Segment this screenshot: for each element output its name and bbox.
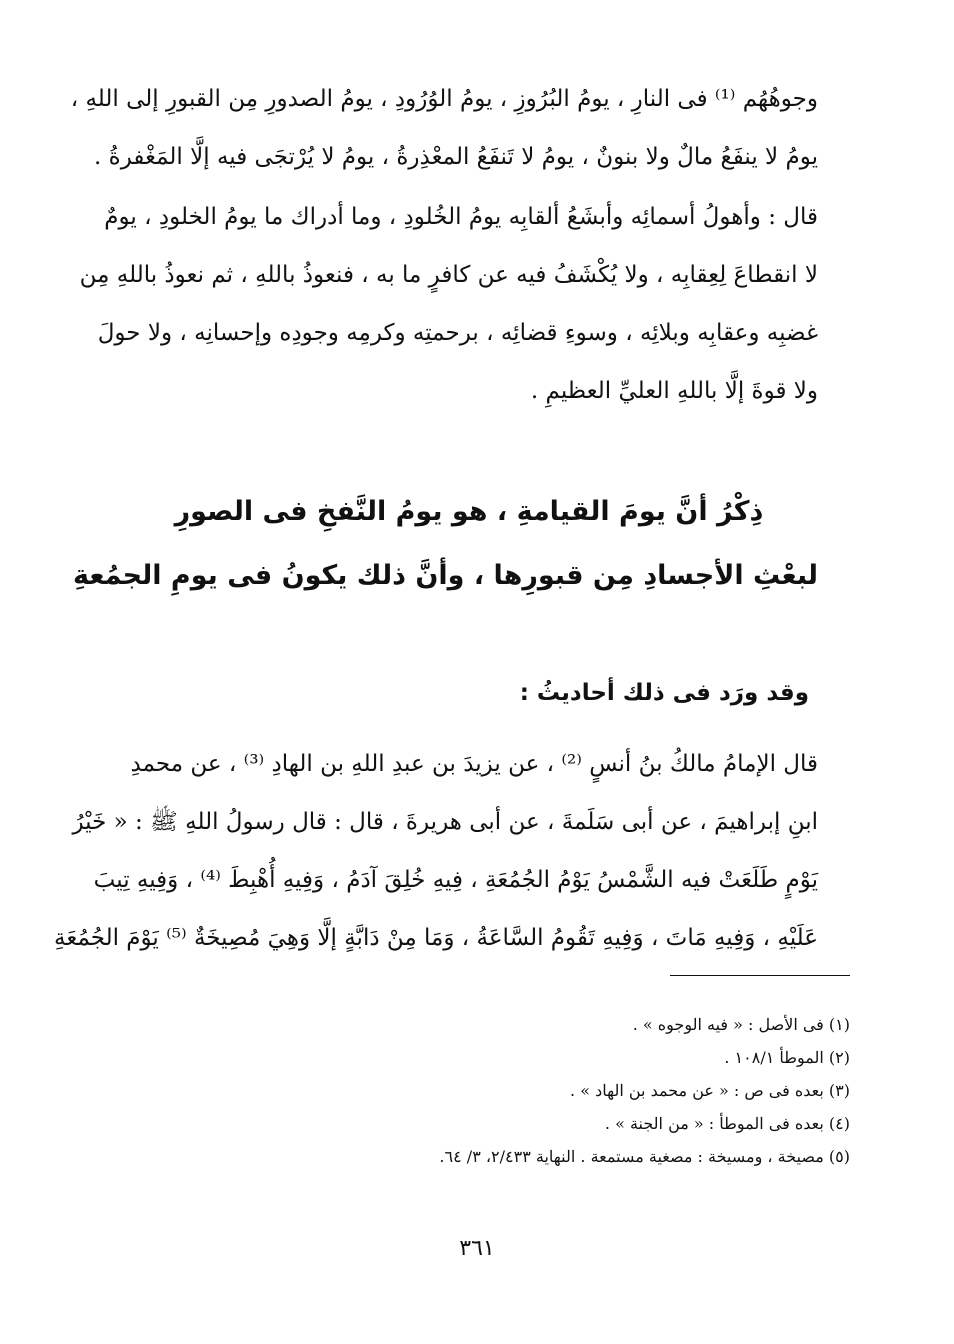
footnote-divider xyxy=(670,975,850,976)
text-line: غضبِه وعقابِه وبلائِه ، وسوءِ قضائِه ، برحمتِه وكرمِه وجودِه وإحسانِه ، ولا حولَ xyxy=(97,320,818,346)
footnotes-list xyxy=(150,1008,850,1173)
page-number: ٣٦١ xyxy=(459,1236,495,1261)
subheading: وقد ورَد فى ذلك أحاديثُ : xyxy=(519,680,809,706)
text-line: ولا قوةَ إلَّا باللهِ العليِّ العظيمِ . xyxy=(530,378,818,404)
paragraph-3 xyxy=(54,735,818,967)
text-line: يومُ لا ينفَعُ مالٌ ولا بنونٌ ، يومُ لا تَنفَعُ المعْذِرةُ ، يومُ لا يُرْتجَى فيه إلَّا المَغْفرةُ . xyxy=(94,144,818,170)
text-line: وجوهُهُم ⁽¹⁾ فى النارِ ، يومُ البُرُوزِ ، يومُ الوُرُودِ ، يومُ الصدورِ مِن القبورِ إلى اللهِ ، xyxy=(70,86,818,112)
footnote: (٥) مصيخة ، ومسيخة : مصغية مستمعة . النهاية ٢/٤٣٣، ٣/ ٦٤. xyxy=(439,1147,850,1166)
text-line: قال الإمامُ مالكُ بنُ أنسٍ ⁽²⁾ ، عن يزيدَ بن عبدِ اللهِ بن الهادِ ⁽³⁾ ، عن محمدِ xyxy=(130,751,818,777)
text-line: ابنِ إبراهيمَ ، عن أبى سَلَمةَ ، عن أبى هريرةَ ، قال : قال رسولُ اللهِ ﷺ : « خَيْرُ xyxy=(72,809,818,835)
text-line: عَلَيْهِ ، وَفِيهِ مَاتَ ، وَفِيهِ تَقُومُ السَّاعَةُ ، وَمَا مِنْ دَابَّةٍ إلَّا وَهِيَ مُصِيخَةٌ ⁽⁵⁾ يَوْمَ الجُمُعَةِ xyxy=(54,925,818,951)
footnote: (٢) الموطأ ١٠٨/١ . xyxy=(724,1048,850,1067)
footnote: (٤) بعده فى الموطأ : « من الجنة » . xyxy=(604,1114,850,1133)
footnote: (٣) بعده فى ص : « عن محمد بن الهاد » . xyxy=(570,1081,850,1100)
text-line: يَوْمٍ طَلَعَتْ فيه الشَّمْسُ يَوْمُ الجُمُعَةِ ، فِيهِ خُلِقَ آدَمُ ، وَفِيهِ أُهْبِطَ ⁽⁴⁾ ، وَفِيهِ تِيبَ xyxy=(93,867,818,893)
section-heading-line-2: لبعْثِ الأجسادِ مِن قبورِها ، وأنَّ ذلك يكونُ فى يومِ الجمُعةِ xyxy=(72,560,818,591)
section-heading-line-1: ذِكْرُ أنَّ يومَ القيامةِ ، هو يومُ النَّفخِ فى الصورِ xyxy=(174,496,764,527)
paragraph-2 xyxy=(79,188,818,420)
footnote: (١) فى الأصل : « فيه الوجوه » . xyxy=(632,1015,850,1034)
paragraph-1 xyxy=(70,70,818,186)
text-line: قال : وأهولُ أسمائِه وأبشَعُ ألقابِه يومُ الخُلودِ ، وما أدراك ما يومُ الخلودِ ، يومٌ xyxy=(104,204,818,230)
text-line: لا انقطاعَ لِعِقابِه ، ولا يُكْشَفُ فيه عن كافرٍ ما به ، فنعوذُ باللهِ ، ثم نعوذُ باللهِ مِن xyxy=(79,262,818,288)
